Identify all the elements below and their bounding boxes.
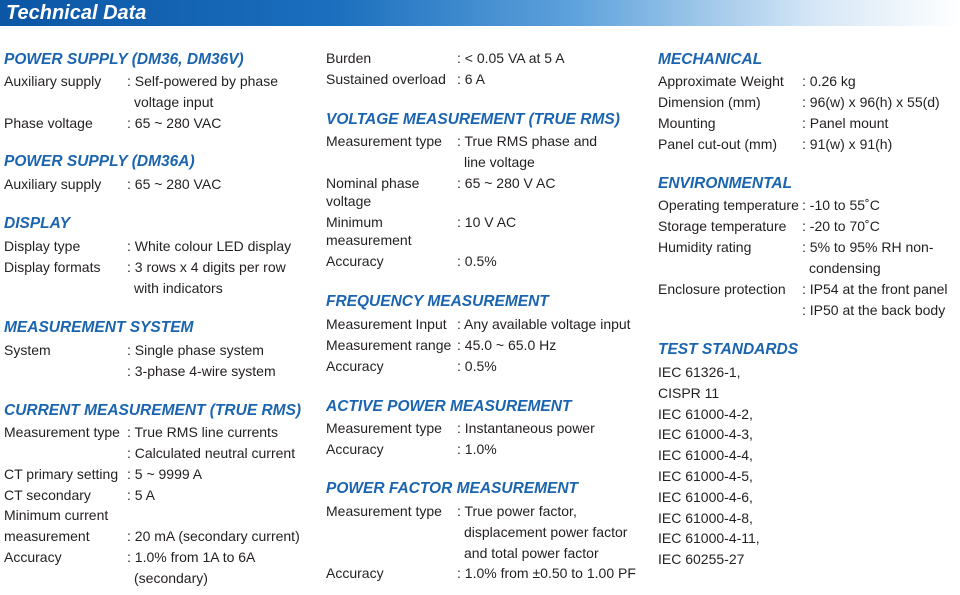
standard-item: IEC 61000-4-11, (658, 530, 760, 547)
spec-label: Auxiliary supply (4, 176, 102, 192)
spec-label: Sustained overload (326, 71, 446, 87)
spec-value: : -10 to 55˚C (802, 197, 880, 213)
spec-label: Burden (326, 50, 372, 66)
spec-value: : Single phase system (127, 342, 264, 358)
spec-value: line voltage (464, 153, 535, 170)
spec-value: : 10 V AC (457, 214, 517, 230)
spec-label: CT secondary (4, 487, 91, 503)
spec-value: : White colour LED display (127, 238, 292, 254)
spec-label: Display formats (4, 259, 101, 275)
standard-item: IEC 61326-1, (658, 364, 741, 380)
spec-value: : 0.5% (457, 358, 497, 374)
spec-label: Accuracy (326, 253, 384, 269)
spec-label: Measurement type (4, 424, 120, 440)
standard-item: IEC 61000-4-8, (658, 509, 753, 526)
section-title: POWER FACTOR MEASUREMENT (326, 480, 579, 497)
spec-value: : -20 to 70˚C (802, 218, 880, 234)
spec-label: Nominal phase (326, 175, 420, 191)
spec-label: CT primary setting (4, 466, 119, 482)
spec-value: and total power factor (464, 544, 599, 561)
section-title: FREQUENCY MEASUREMENT (326, 293, 549, 310)
spec-value: : < 0.05 VA at 5 A (457, 50, 565, 66)
spec-label: Measurement range (326, 337, 452, 353)
section-title: VOLTAGE MEASUREMENT (TRUE RMS) (326, 111, 620, 128)
spec-value: condensing (809, 259, 881, 276)
standard-item: CISPR 11 (658, 384, 720, 401)
section-title: TEST STANDARDS (658, 341, 799, 358)
spec-value: : True RMS phase and (457, 133, 598, 149)
spec-label: Minimum (326, 214, 383, 230)
standard-item: IEC 61000-4-5, (658, 468, 753, 484)
spec-value: : 91(w) x 91(h) (802, 136, 893, 152)
section-title: POWER SUPPLY (DM36, DM36V) (4, 51, 244, 68)
spec-value: : Self-powered by phase (127, 73, 278, 89)
spec-value: : 65 ~ 280 VAC (127, 115, 222, 131)
spec-label: Phase voltage (4, 115, 93, 131)
section-title: ACTIVE POWER MEASUREMENT (326, 398, 572, 415)
section-title: MECHANICAL (658, 51, 763, 68)
spec-value: : IP50 at the back body (802, 301, 946, 318)
spec-value: : True power factor, (457, 503, 577, 519)
spec-value: : 3-phase 4-wire system (127, 362, 276, 379)
standard-item: IEC 61000-4-2, (658, 405, 753, 422)
spec-value: : 20 mA (secondary current) (127, 528, 300, 544)
spec-value: : 1.0% from 1A to 6A (127, 549, 256, 565)
spec-value: : 45.0 ~ 65.0 Hz (457, 337, 557, 353)
standard-item: IEC 61000-4-4, (658, 447, 753, 464)
section-title: DISPLAY (4, 215, 71, 232)
section-title: MEASUREMENT SYSTEM (4, 319, 194, 336)
spec-label: Measurement type (326, 503, 442, 519)
spec-label: measurement (326, 231, 412, 248)
spec-label: Measurement type (326, 133, 442, 149)
standard-item: IEC 61000-4-6, (658, 488, 753, 505)
spec-value: : Calculated neutral current (127, 444, 296, 461)
section-title: ENVIRONMENTAL (658, 175, 793, 192)
spec-value: : Any available voltage input (457, 316, 631, 332)
page-title: Technical Data (6, 2, 147, 24)
spec-label: Approximate Weight (658, 73, 784, 89)
spec-label: voltage (326, 192, 372, 209)
spec-value: : 1.0% from ±0.50 to 1.00 PF (457, 565, 636, 581)
spec-value: voltage input (134, 93, 214, 110)
spec-label: Accuracy (326, 358, 384, 374)
spec-value: with indicators (134, 279, 223, 296)
spec-value: : 6 A (457, 71, 486, 87)
spec-value: : Panel mount (802, 115, 889, 131)
spec-label: Measurement Input (326, 316, 447, 332)
spec-label: Enclosure protection (658, 281, 786, 297)
spec-label: Accuracy (4, 549, 62, 565)
spec-label: Mounting (658, 115, 716, 131)
spec-value: : IP54 at the front panel (802, 281, 948, 297)
spec-value: : 65 ~ 280 VAC (127, 176, 222, 192)
spec-value: displacement power factor (464, 523, 628, 540)
spec-value: : True RMS line currents (127, 424, 278, 440)
spec-label: Accuracy (326, 565, 384, 581)
spec-label: System (4, 342, 51, 358)
spec-value: : 0.5% (457, 253, 497, 269)
spec-label: Display type (4, 238, 81, 254)
spec-value: : 5% to 95% RH non- (802, 239, 934, 255)
spec-label: Operating temperature (658, 197, 799, 213)
standard-item: IEC 60255-27 (658, 551, 745, 568)
spec-label: measurement (4, 528, 90, 544)
section-title: POWER SUPPLY (DM36A) (4, 153, 195, 170)
spec-value: : Instantaneous power (457, 420, 595, 436)
spec-value: : 5 ~ 9999 A (127, 466, 203, 482)
spec-value: : 1.0% (457, 441, 497, 457)
spec-label: Accuracy (326, 441, 384, 457)
spec-value: : 0.26 kg (802, 73, 856, 89)
spec-label: Humidity rating (658, 239, 752, 255)
spec-value: : 5 A (127, 487, 156, 503)
spec-label: Minimum current (4, 507, 109, 523)
standard-item: IEC 61000-4-3, (658, 426, 753, 443)
spec-value: : 96(w) x 96(h) x 55(d) (802, 94, 940, 110)
spec-value: (secondary) (134, 569, 208, 586)
spec-label: Storage temperature (658, 218, 787, 234)
spec-label: Dimension (mm) (658, 94, 761, 110)
spec-label: Auxiliary supply (4, 73, 102, 89)
spec-label: Panel cut-out (mm) (658, 136, 778, 152)
section-title: CURRENT MEASUREMENT (TRUE RMS) (4, 402, 302, 419)
spec-value: : 3 rows x 4 digits per row (127, 259, 286, 275)
header-banner (0, 0, 960, 26)
spec-value: : 65 ~ 280 V AC (457, 175, 556, 191)
spec-label: Measurement type (326, 420, 442, 436)
